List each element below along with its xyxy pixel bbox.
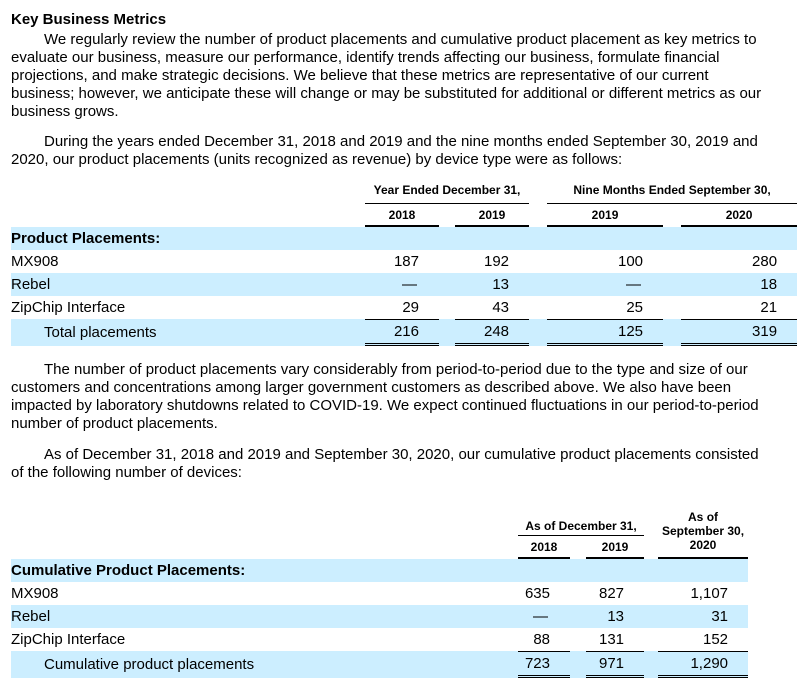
total-value: 248 xyxy=(455,319,529,346)
column-header: 2019 xyxy=(586,536,644,559)
section-label: Product Placements: xyxy=(11,227,353,250)
cell-value: 18 xyxy=(681,273,797,296)
cell-value: 187 xyxy=(393,253,419,270)
table-header-year-row xyxy=(11,536,748,559)
table-header-year-row xyxy=(11,204,797,227)
header-line: 2020 xyxy=(689,538,717,552)
cell-value: — xyxy=(365,273,439,296)
row-label: Rebel xyxy=(11,273,353,296)
row-label: ZipChip Interface xyxy=(11,299,126,316)
table-row xyxy=(11,296,797,319)
cell-value: 827 xyxy=(598,585,625,602)
total-label: Total placements xyxy=(11,319,353,346)
total-row xyxy=(11,319,797,346)
cell-value: 152 xyxy=(702,631,729,648)
cell-value: 1,107 xyxy=(690,585,729,602)
as-of-december-header: As of December 31, xyxy=(518,494,644,536)
table-row xyxy=(11,628,748,651)
cell-value: 29 xyxy=(402,299,419,316)
total-value: 723 xyxy=(518,651,570,678)
paragraph-cumulative-intro: As of December 31, 2018 and 2019 and September 30, 2020, our cumulative product placements consisted of the following number of devices: xyxy=(11,446,759,481)
cell-value: 13 xyxy=(455,273,529,296)
column-header: 2019 xyxy=(547,204,663,227)
section-heading: Key Business Metrics xyxy=(11,11,167,28)
cell-value: 280 xyxy=(752,253,778,270)
paragraph-variability: The number of product placements vary considerably from period-to-period due to the type and size of our customers and concentrations among larger government customers as described above. We also have been impacted by laboratory shutdowns related to COVID-19. We expect continued fluctuations in our period-to-period number of product placements. xyxy=(11,361,759,432)
column-header: 2018 xyxy=(518,536,570,559)
column-header: 2020 xyxy=(681,204,797,227)
year-ended-header: Year Ended December 31, xyxy=(365,178,529,204)
table-header-group-row xyxy=(11,494,748,536)
total-value: 971 xyxy=(586,651,644,678)
column-header: 2018 xyxy=(365,204,439,227)
cell-value: 131 xyxy=(598,631,625,648)
cell-value: 88 xyxy=(533,631,550,648)
cell-value: — xyxy=(518,605,570,628)
total-row xyxy=(11,651,748,678)
cell-value: 13 xyxy=(586,605,644,628)
total-value: 319 xyxy=(681,319,797,346)
total-label: Cumulative product placements xyxy=(11,651,508,678)
column-header: 2019 xyxy=(455,204,529,227)
paragraph-metrics-intro: We regularly review the number of product placements and cumulative product placement as key metrics to evaluate our business, measure our performance, identify trends affecting our business, formulate financial projections, and make strategic decisions. We believe that these metrics are representative of our current business; however, we anticipate these will change or may be substituted for additional or different metrics as our business grows. xyxy=(11,31,762,120)
cell-value: 31 xyxy=(658,605,748,628)
row-label: MX908 xyxy=(11,253,59,270)
paragraph-placements-intro: During the years ended December 31, 2018 and 2019 and the nine months ended September 30, 2019 and 2020, our product placements (units recognized as revenue) by device type were as follows: xyxy=(11,133,758,168)
table-row xyxy=(11,582,748,605)
table-row xyxy=(11,250,797,273)
section-label-row xyxy=(11,559,748,582)
cell-value: 25 xyxy=(626,299,644,316)
total-value: 125 xyxy=(547,319,663,346)
header-line: September 30, xyxy=(661,524,745,538)
header-line: As of xyxy=(688,510,719,524)
cell-value: 192 xyxy=(484,253,510,270)
row-label: ZipChip Interface xyxy=(11,631,126,648)
total-value: 1,290 xyxy=(658,651,748,678)
row-label: Rebel xyxy=(11,605,508,628)
section-label-row xyxy=(11,227,797,250)
as-of-september-header xyxy=(658,494,748,559)
table-row xyxy=(11,273,797,296)
cell-value: 21 xyxy=(760,299,778,316)
cell-value: 100 xyxy=(618,253,644,270)
product-placements-table xyxy=(11,178,797,346)
cell-value: — xyxy=(547,273,663,296)
cumulative-placements-table xyxy=(11,494,748,678)
cell-value: 43 xyxy=(492,299,510,316)
section-label: Cumulative Product Placements: xyxy=(11,559,508,582)
document-page xyxy=(11,10,778,678)
table-row xyxy=(11,605,748,628)
table-header-group-row xyxy=(11,178,797,204)
row-label: MX908 xyxy=(11,585,59,602)
cell-value: 635 xyxy=(524,585,550,602)
total-value: 216 xyxy=(365,319,439,346)
nine-months-header: Nine Months Ended September 30, xyxy=(547,178,797,204)
